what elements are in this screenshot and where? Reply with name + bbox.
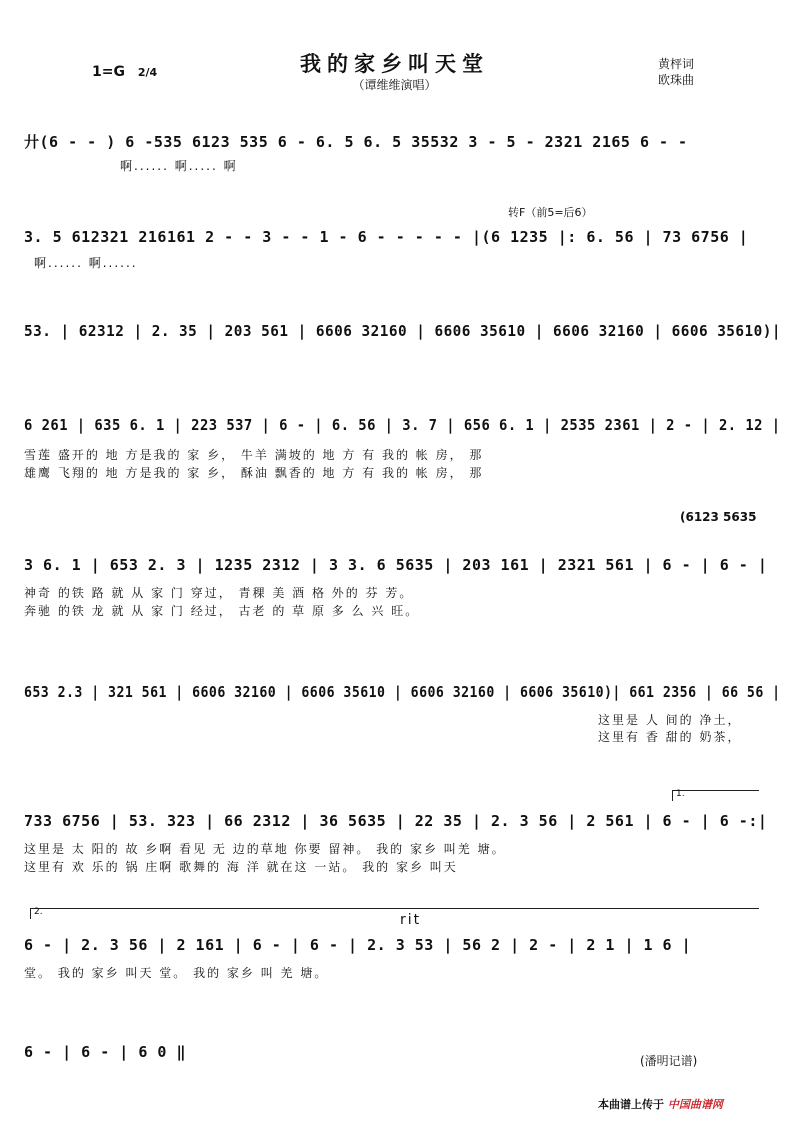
lyricist: 黄枰词 — [658, 57, 695, 71]
interlude-bracket: (6123 5635 — [680, 510, 757, 524]
staff-4-lyrics-verse1: 雪莲 盛开的 地 方是我的 家 乡， 牛羊 满坡的 地 方 有 我的 帐 房， 那 — [24, 448, 484, 462]
key-signature — [92, 64, 157, 80]
staff-6-lyrics-verse1: 这里是 人 间的 净土， — [598, 713, 742, 727]
footer-prefix: 本曲谱上传于 — [598, 1098, 664, 1111]
composer: 欧珠曲 — [658, 73, 695, 87]
volta-2: 2. — [30, 908, 759, 919]
performer-subtitle: （谭维维演唱） — [352, 78, 437, 92]
credits — [658, 56, 694, 88]
rit-marking: rit — [400, 912, 422, 928]
staff-8-notes: 6 - | 2. 3 56 | 2 161 | 6 - | 6 - | 2. 3 53 | 56 2 | 2 - | 2 1 | 1 6 | — [24, 936, 692, 954]
staff-6-lyrics-verse2: 这里有 香 甜的 奶茶， — [598, 730, 742, 744]
volta-1: 1. — [672, 790, 759, 801]
time-signature: 2/4 — [137, 66, 158, 79]
transcriber-credit: (潘明记谱) — [640, 1054, 698, 1068]
staff-5-lyrics-verse2: 奔驰 的铁 龙 就 从 家 门 经过， 古老 的 草 原 多 么 兴 旺。 — [24, 604, 420, 618]
staff-7-lyrics-verse1: 这里是 太 阳的 故 乡啊 看见 无 边的草地 你要 留神。 我的 家乡 叫羌 塘。 — [24, 842, 506, 856]
staff-4-lyrics-verse2: 雄鹰 飞翔的 地 方是我的 家 乡， 酥油 飘香的 地 方 有 我的 帐 房， 那 — [24, 466, 484, 480]
modulation-annotation: 转F（前5=后6） — [508, 206, 593, 219]
song-title: 我的家乡叫天堂 — [300, 51, 489, 76]
staff-3-notes: 53. | 62312 | 2. 35 | 203 561 | 6606 32160 | 6606 35610 | 6606 32160 | 6606 35610)| — [24, 322, 782, 340]
staff-6-notes: 653 2.3 | 321 561 | 6606 32160 | 6606 35610 | 6606 32160 | 6606 35610)| 661 2356 | 66 56 | — [24, 683, 781, 701]
staff-1-notes: 廾(6 - - ) 6 -535 6123 535 6 - 6. 5 6. 5 35532 3 - 5 - 2321 2165 6 - - — [24, 133, 688, 151]
key-label: 1=G — [92, 64, 125, 80]
staff-1-lyrics: 啊...... 啊..... 啊 — [120, 159, 238, 173]
site-brand-logo: 中国曲谱网 — [667, 1098, 723, 1111]
staff-5-notes: 3 6. 1 | 653 2. 3 | 1235 2312 | 3 3. 6 5635 | 203 161 | 2321 561 | 6 - | 6 - | — [24, 556, 768, 574]
staff-4-notes: 6 261 | 635 6. 1 | 223 537 | 6 - | 6. 56 | 3. 7 | 656 6. 1 | 2535 2361 | 2 - | 2. 12 | — [24, 416, 781, 434]
staff-7-notes: 733 6756 | 53. 323 | 66 2312 | 36 5635 | 22 35 | 2. 3 56 | 2 561 | 6 - | 6 -:| — [24, 812, 768, 830]
staff-5-lyrics-verse1: 神奇 的铁 路 就 从 家 门 穿过， 青稞 美 酒 格 外的 芬 芳。 — [24, 586, 414, 600]
staff-2-notes: 3. 5 612321 216161 2 - - 3 - - 1 - 6 - - - - - |(6 1235 |: 6. 56 | 73 6756 | — [24, 228, 749, 246]
footer — [598, 1096, 723, 1112]
staff-2-lyrics: 啊...... 啊...... — [34, 256, 138, 270]
staff-7-lyrics-verse2: 这里有 欢 乐的 锅 庄啊 歌舞的 海 洋 就在这 一站。 我的 家乡 叫天 — [24, 860, 458, 874]
staff-9-notes: 6 - | 6 - | 6 0 ‖ — [24, 1043, 187, 1061]
staff-8-lyrics: 堂。 我的 家乡 叫天 堂。 我的 家乡 叫 羌 塘。 — [24, 966, 329, 980]
